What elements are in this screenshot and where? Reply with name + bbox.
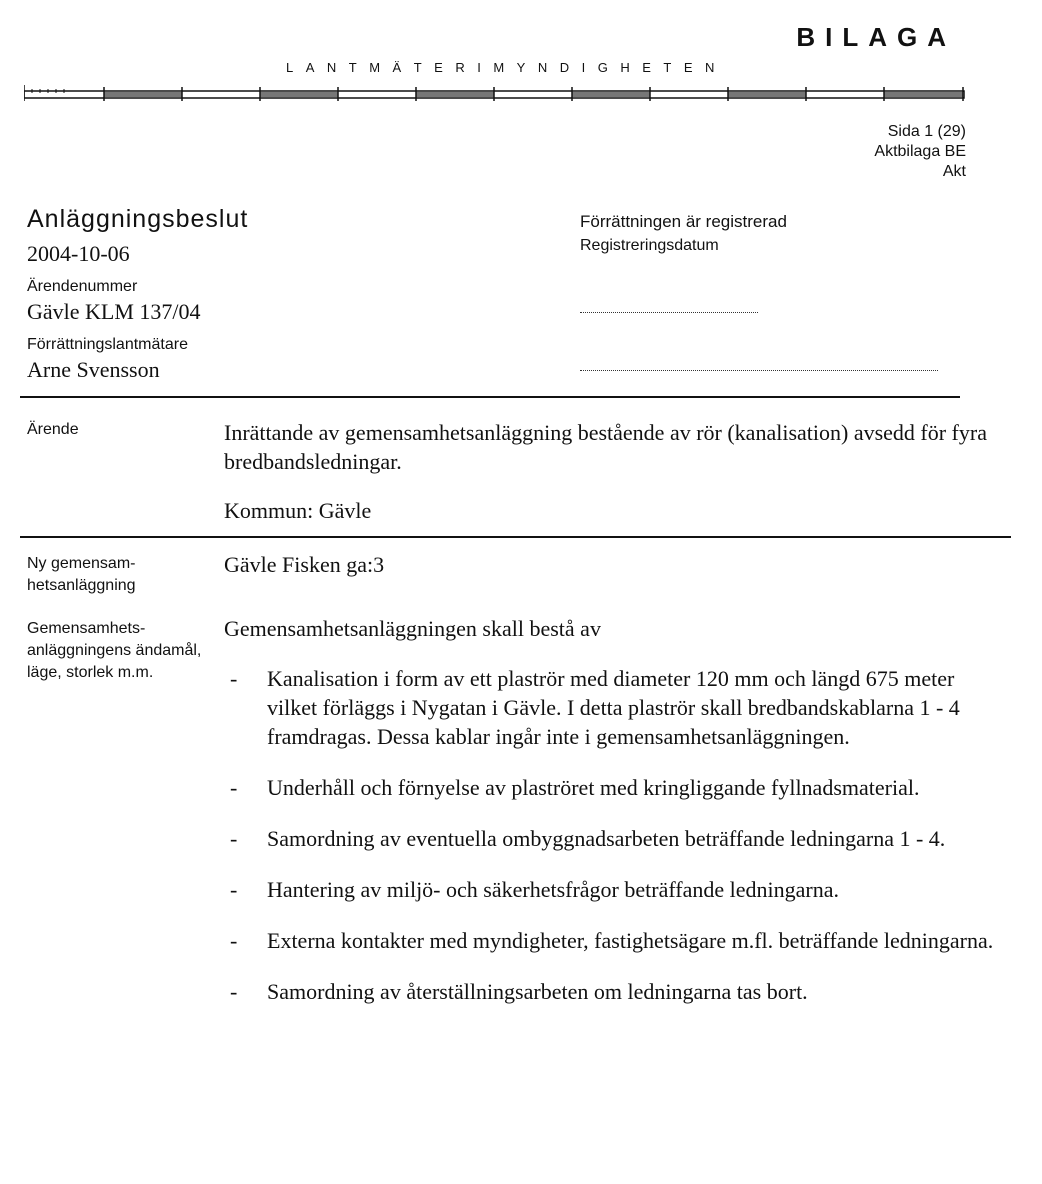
- page-number: Sida 1 (29): [887, 123, 966, 140]
- list-item-text: Hantering av miljö- och säkerhetsfrågor beträffande ledningarna.: [267, 877, 839, 902]
- bullet-dash: -: [230, 877, 238, 902]
- list-item-text: Samordning av återställningsarbeten om ledningarna tas bort.: [267, 979, 808, 1004]
- section-divider: [20, 396, 960, 398]
- purpose-intro: Gemensamhetsanläggningen skall bestå av: [224, 616, 601, 641]
- arende-label: Ärende: [27, 421, 79, 438]
- document-title: Anläggningsbeslut: [27, 205, 249, 233]
- purpose-label: Gemensamhets-anläggningens ändamål, läge, storlek m.m.: [27, 620, 202, 681]
- list-item-text: Samordning av eventuella ombyggnadsarbeten beträffande ledningarna 1 - 4.: [267, 826, 946, 851]
- list-item: [230, 926, 1009, 955]
- list-item: [230, 824, 1009, 853]
- bullet-dash: -: [230, 775, 238, 800]
- list-item: [230, 977, 1009, 1006]
- bilaga-heading: BILAGA: [796, 22, 956, 52]
- registration-date-label: Registreringsdatum: [580, 237, 719, 254]
- registration-title: Förrättningen är registrerad: [580, 212, 787, 231]
- list-item-text: Externa kontakter med myndigheter, fastighetsägare m.fl. beträffande ledningarna.: [267, 928, 994, 953]
- akt-label: Akt: [942, 163, 966, 180]
- bullet-dash: -: [230, 826, 238, 851]
- arende-text: Inrättande av gemensamhetsanläggning bestående av rör (kanalisation) avsedd för fyra bredbandsledningar.: [224, 420, 987, 474]
- case-number-label: Ärendenummer: [27, 278, 138, 295]
- bullet-dash: -: [230, 928, 238, 953]
- bullet-dash: -: [230, 666, 238, 691]
- agency-name: LANTMÄTERIMYNDIGHETEN: [286, 60, 727, 75]
- registration-date-line: [580, 312, 758, 313]
- bullet-dash: -: [230, 979, 238, 1004]
- list-item: [230, 875, 1009, 904]
- list-item: [230, 664, 1009, 751]
- page-info: [874, 122, 966, 182]
- kommun-text: Kommun: Gävle: [224, 498, 372, 523]
- letterhead-ruler: [24, 85, 966, 103]
- registration-signature-line: [580, 370, 938, 371]
- list-item-text: Underhåll och förnyelse av plaströret med kringliggande fyllnadsmaterial.: [267, 775, 920, 800]
- new-facility-value: Gävle Fisken ga:3: [224, 552, 385, 577]
- new-facility-label: Ny gemensam-hetsanläggning: [27, 555, 136, 594]
- list-item: [230, 773, 1009, 802]
- surveyor-label: Förrättningslantmätare: [27, 336, 188, 353]
- surveyor-value: Arne Svensson: [27, 357, 160, 382]
- purpose-list: [230, 664, 1009, 1006]
- aktbilaga-label: Aktbilaga BE: [874, 143, 966, 160]
- list-item-text: Kanalisation i form av ett plaströr med diameter 120 mm och längd 675 meter vilket förläggs i Nygatan i Gävle. I detta plaströr skall bredbandskablarna 1 - 4 framdragas. Dessa kablar ingår inte i gemensamhetsanläggningen.: [267, 666, 960, 749]
- decision-date: 2004-10-06: [27, 241, 130, 266]
- section-divider: [20, 536, 1011, 538]
- case-number-value: Gävle KLM 137/04: [27, 299, 201, 324]
